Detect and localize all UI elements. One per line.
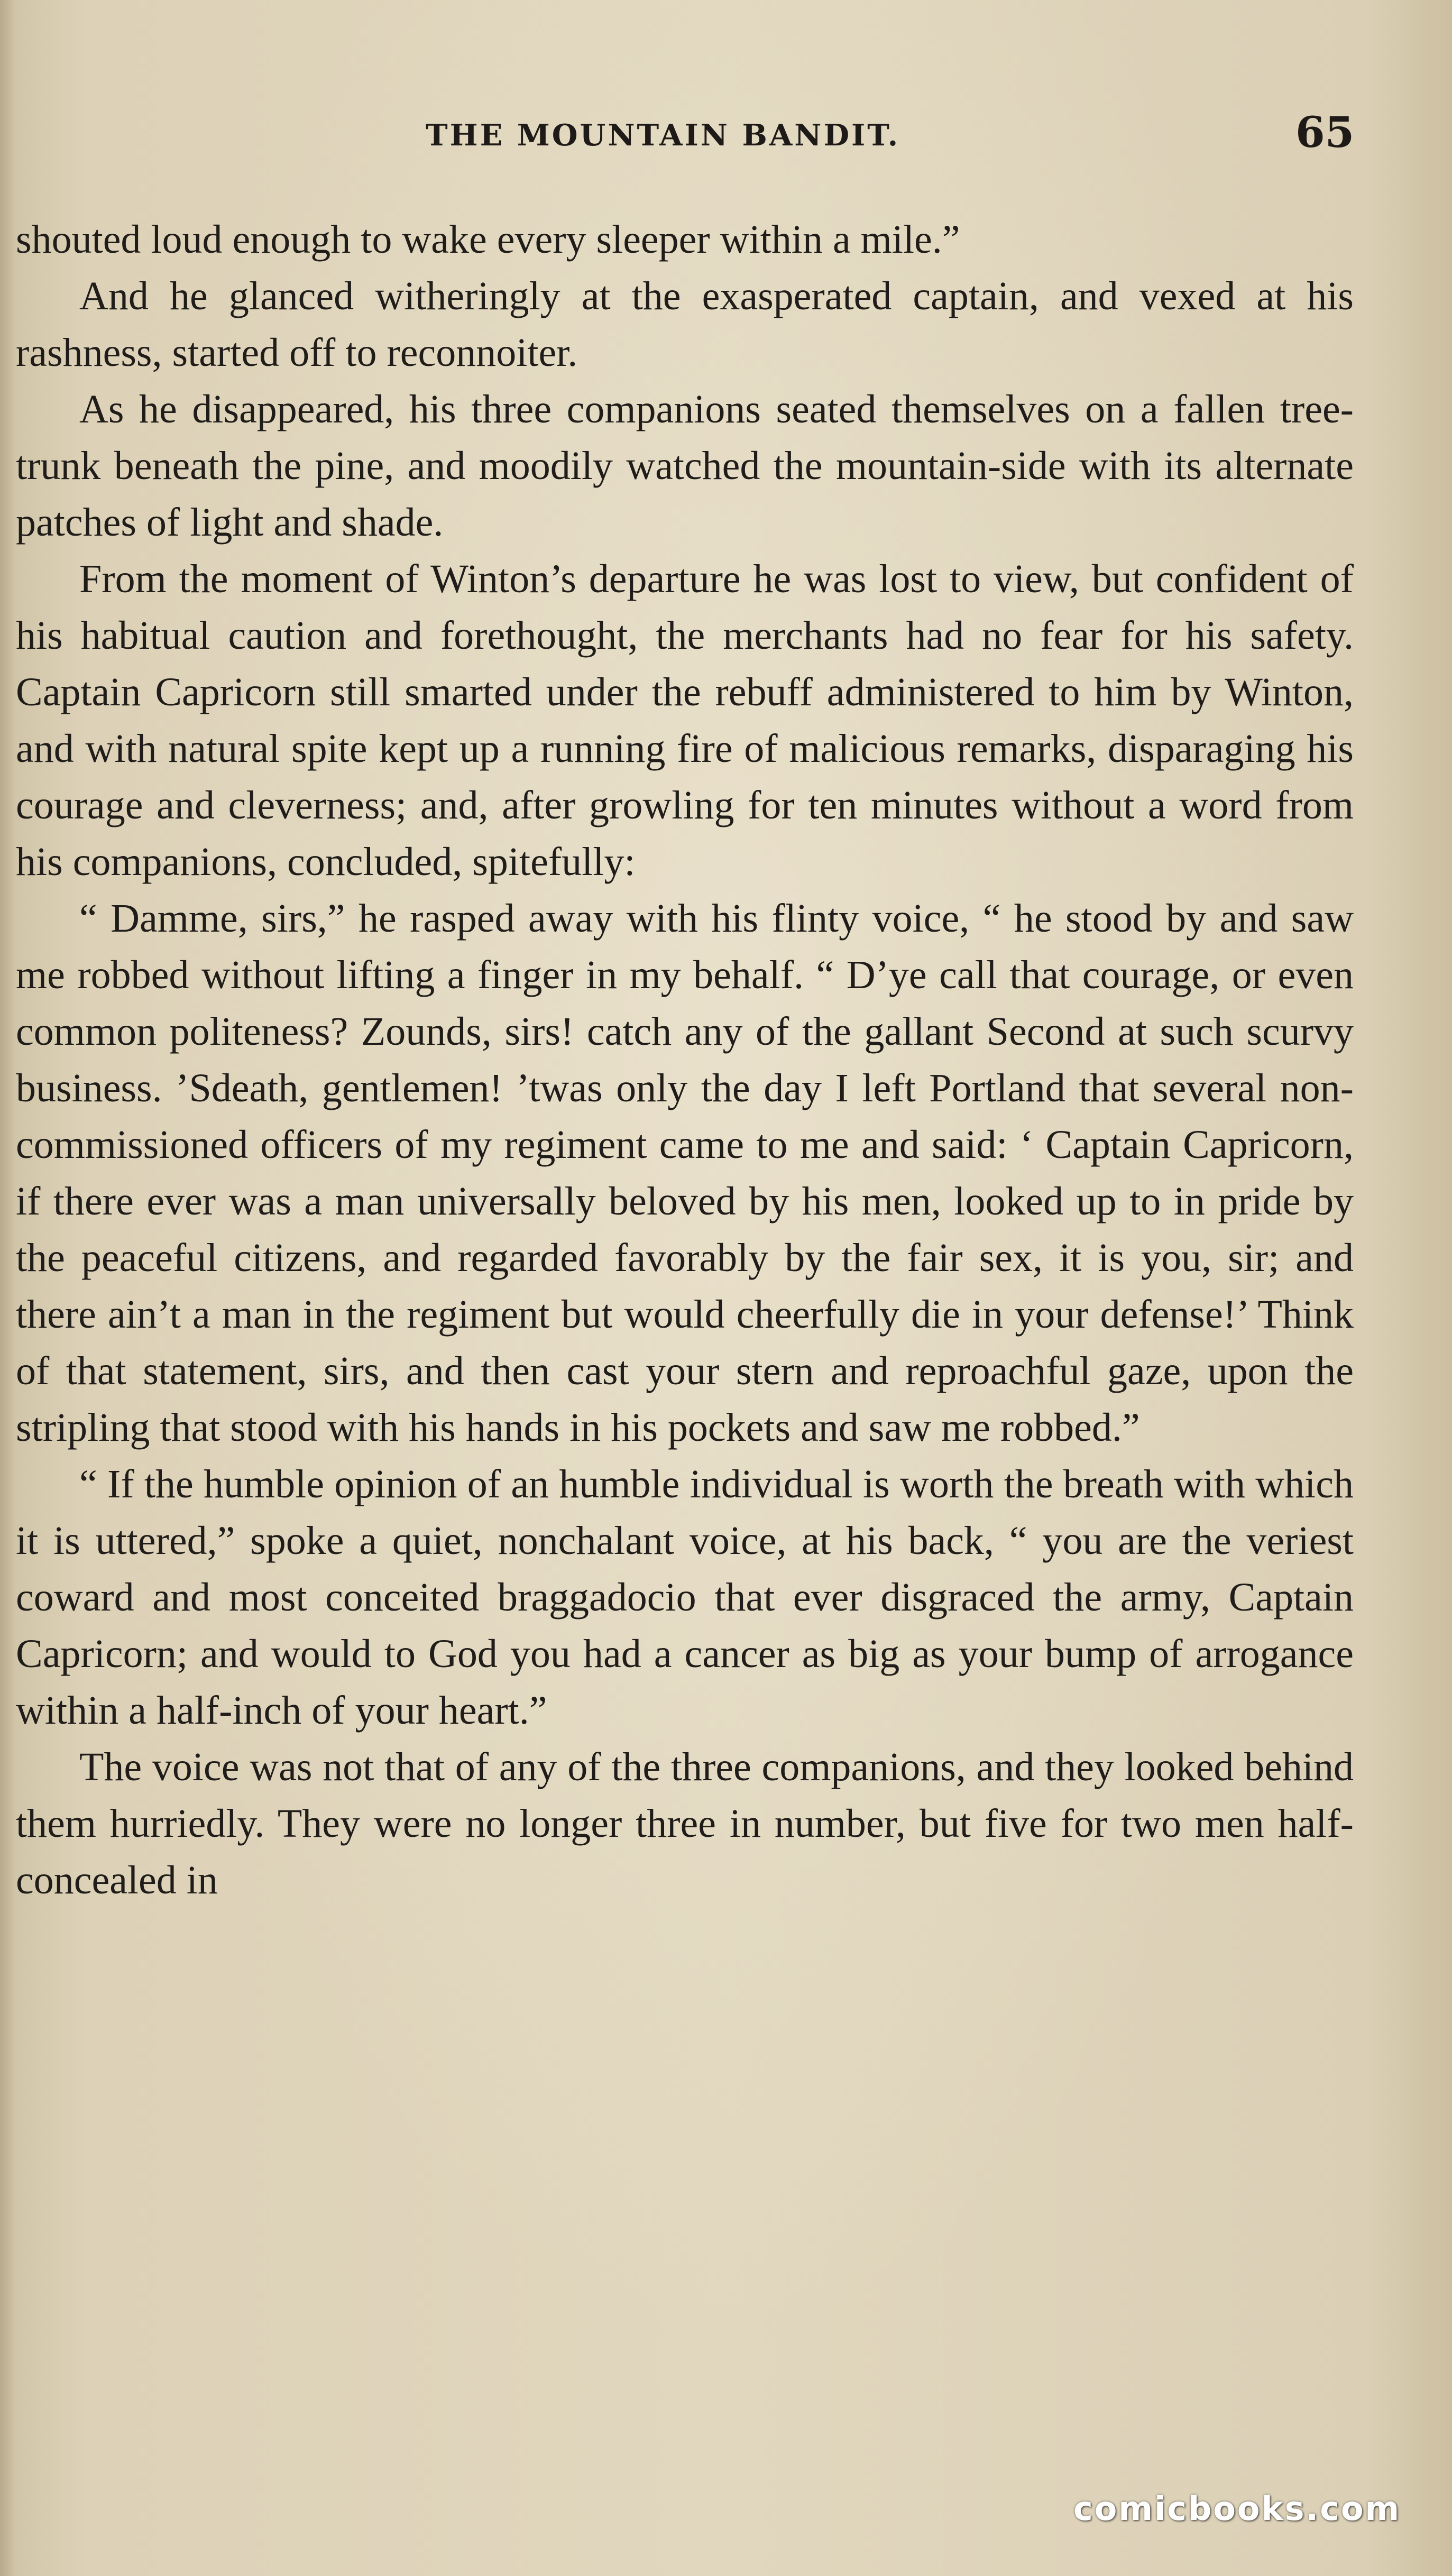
- watermark-text: comicbooks.com: [1073, 2489, 1401, 2528]
- paragraph: From the moment of Winton’s departure he was lost to view, but confident of his habitual caution and forethought, the merchants had no fear for his safety. Captain Capricorn still smarted under the rebuff administered to him by Winton, and with natural spite kept up a running fire of malicious remarks, disparaging his courage and cleverness; and, after growling for ten minutes without a word from his companions, concluded, spitefully:: [16, 557, 1354, 884]
- paragraph: The voice was not that of any of the three companions, and they looked behind them hurriedly. They were no longer three in number, but five for two men half-concealed in: [16, 1745, 1354, 1902]
- body-text: [16, 211, 1354, 1909]
- paragraph: As he disappeared, his three companions seated themselves on a fallen tree-trunk beneath the pine, and moodily watched the mountain-side with its alternate patches of light and shade.: [16, 387, 1354, 545]
- page-header: [0, 103, 1452, 177]
- paragraph-continuation: shouted loud enough to wake every sleeper within a mile.”: [16, 217, 960, 262]
- page-number: 65: [1295, 107, 1355, 157]
- paragraph: And he glanced witheringly at the exasperated captain, and vexed at his rashness, started off to reconnoiter.: [16, 274, 1354, 375]
- paragraph: “ Damme, sirs,” he rasped away with his flinty voice, “ he stood by and saw me robbed without lifting a finger in my behalf. “ D’ye call that courage, or even common politeness? Zounds, sirs! catch any of the gallant Second at such scurvy business. ’Sdeath, gentlemen! ’twas only the day I left Portland that several non-commissioned officers of my regiment came to me and said: ‘ Captain Capricorn, if there ever was a man universally beloved by his men, looked up to in pride by the peaceful citizens, and regarded favorably by the fair sex, it is you, sir; and there ain’t a man in the regiment but would cheerfully die in your defense!’ Think of that statement, sirs, and then cast your stern and reproachful gaze, upon the stripling that stood with his hands in his pockets and saw me robbed.”: [16, 896, 1354, 1450]
- page-edge-shadow: [0, 0, 16, 2576]
- paragraph: “ If the humble opinion of an humble individual is worth the breath with which it is uttered,” spoke a quiet, nonchalant voice, at his back, “ you are the veriest coward and most conceited braggadocio that ever disgraced the army, Captain Capricorn; and would to God you had a cancer as big as your bump of arrogance within a half-inch of your heart.”: [16, 1462, 1354, 1733]
- running-head: THE MOUNTAIN BANDIT.: [426, 118, 900, 153]
